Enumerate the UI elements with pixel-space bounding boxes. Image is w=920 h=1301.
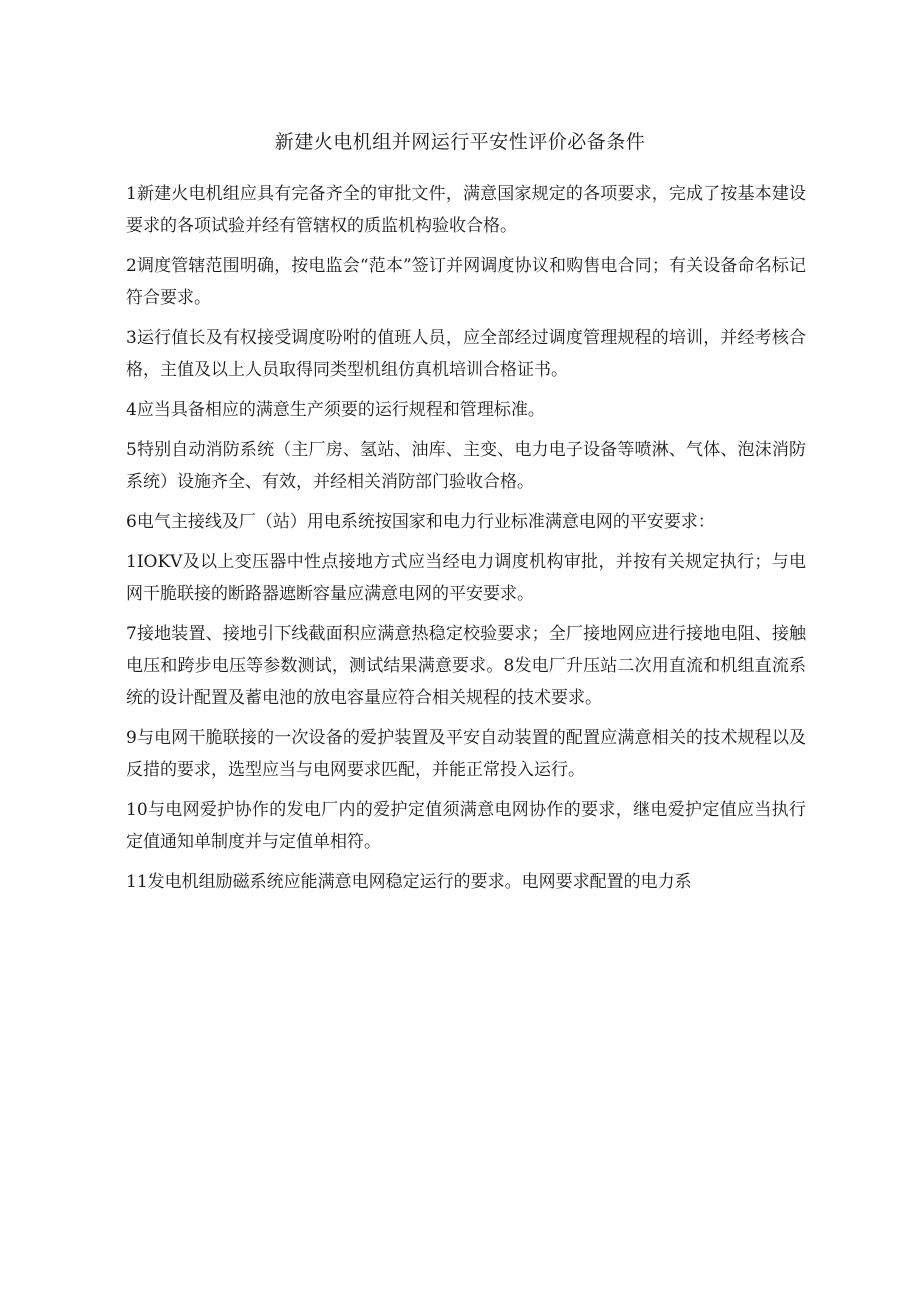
paragraph-6-1: 1IOKV及以上变压器中性点接地方式应当经电力调度机构审批，并按有关规定执行；与电网干脆联接的断路器遮断容量应满意电网的平安要求。 [126, 552, 806, 604]
paragraph-2: 2调度管辖范围明确，按电监会“范本”签订并网调度协议和购售电合同；有关设备命名标记符合要求。 [126, 256, 806, 308]
paragraph-7-8: 7接地装置、接地引下线截面积应满意热稳定校验要求；全厂接地网应进行接地电阻、接触电压和跨步电压等参数测试，测试结果满意要求。8发电厂升压站二次用直流和机组直流系统的设计配置及蓄电池的放电容量应符合相关规程的技术要求。 [126, 624, 806, 708]
paragraph-4: 4应当具备相应的满意生产须要的运行规程和管理标准。 [126, 400, 545, 420]
paragraph-9: 9与电网干脆联接的一次设备的爱护装置及平安自动装置的配置应满意相关的技术规程以及反措的要求，选型应当与电网要求匹配，并能正常投入运行。 [126, 728, 806, 780]
paragraph-5: 5特别自动消防系统（主厂房、氢站、油库、主变、电力电子设备等喷淋、气体、泡沫消防系统）设施齐全、有效，并经相关消防部门验收合格。 [126, 440, 806, 492]
paragraph-10: 10与电网爱护协作的发电厂内的爱护定值须满意电网协作的要求，继电爱护定值应当执行定值通知单制度并与定值单相符。 [126, 800, 806, 852]
document-title: 新建火电机组并网运行平安性评价必备条件 [274, 131, 646, 153]
document-body [126, 178, 806, 906]
paragraph-1: 1新建火电机组应具有完备齐全的审批文件，满意国家规定的各项要求，完成了按基本建设要求的各项试验并经有管辖权的质监机构验收合格。 [126, 184, 806, 236]
paragraph-6: 6电气主接线及厂（站）用电系统按国家和电力行业标准满意电网的平安要求： [126, 512, 715, 532]
paragraph-11: 11发电机组励磁系统应能满意电网稳定运行的要求。电网要求配置的电力系 [126, 872, 692, 892]
paragraph-3: 3运行值长及有权接受调度吩咐的值班人员，应全部经过调度管理规程的培训，并经考核合格，主值及以上人员取得同类型机组仿真机培训合格证书。 [126, 328, 806, 380]
